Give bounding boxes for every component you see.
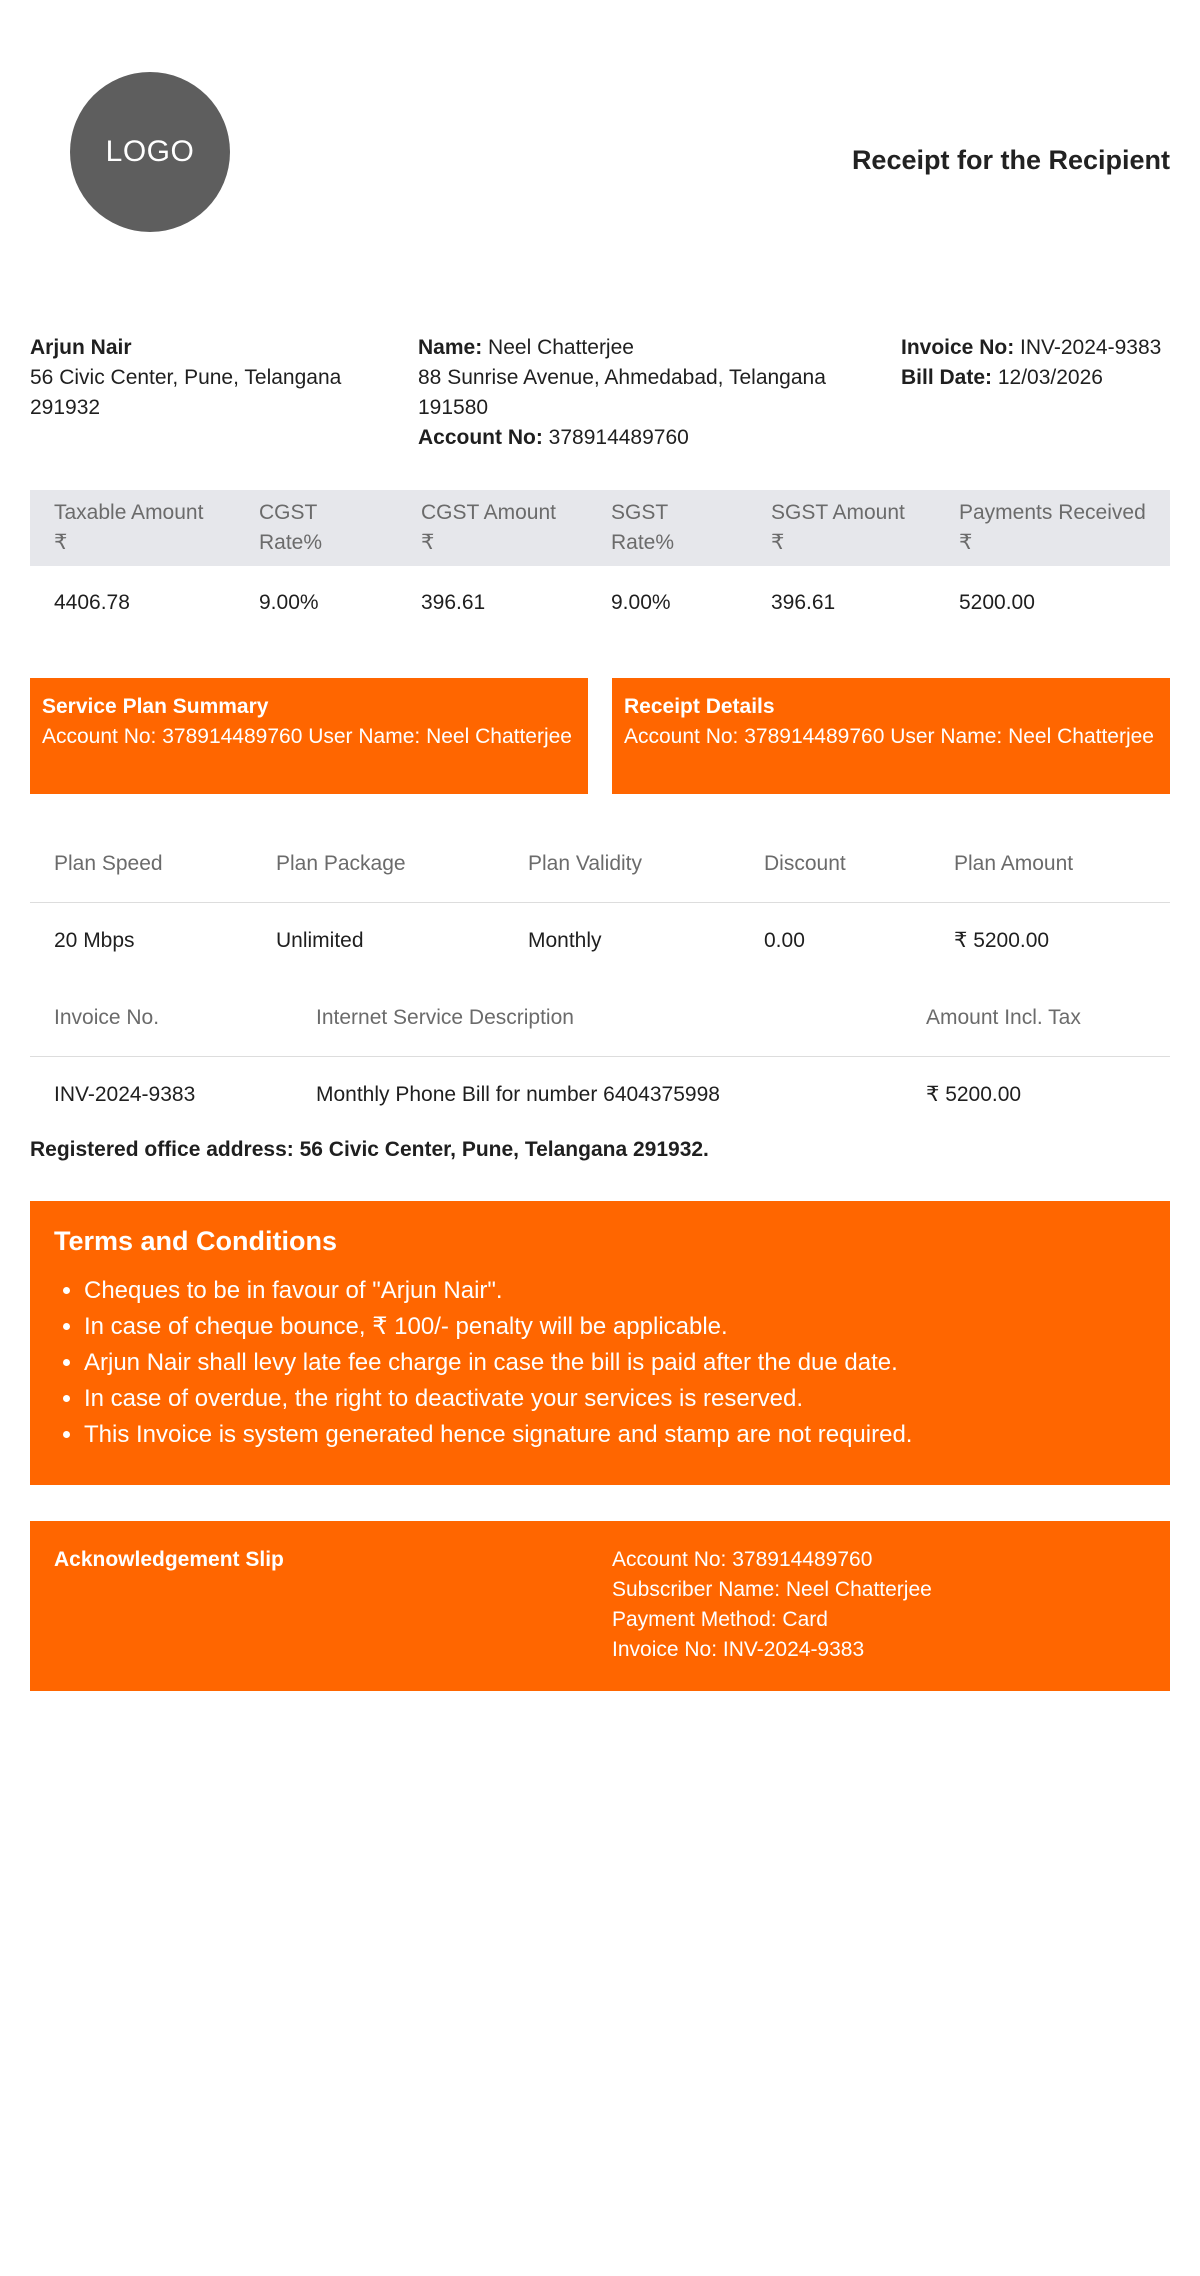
registered-office-address: Registered office address: 56 Civic Center, Pune, Telangana 291932. bbox=[30, 1138, 709, 1161]
ack-payment-method: Payment Method: Card bbox=[612, 1608, 828, 1631]
tax-cell-cgst-rate: 9.00% bbox=[259, 591, 319, 614]
tax-header-payments-received: Payments Received ₹ bbox=[935, 490, 1170, 566]
tax-cell-sgst-amount: 396.61 bbox=[771, 591, 836, 614]
plan-table bbox=[30, 826, 1170, 980]
plan-cell-package: Unlimited bbox=[276, 929, 364, 953]
terms-and-conditions bbox=[30, 1201, 1170, 1485]
plan-header-validity: Plan Validity bbox=[504, 826, 740, 902]
plan-header-speed: Plan Speed bbox=[30, 826, 252, 902]
invoice-info bbox=[901, 333, 1171, 393]
company-logo: LOGO bbox=[70, 72, 230, 232]
service-plan-summary-title: Service Plan Summary bbox=[42, 695, 269, 718]
bill-date: 12/03/2026 bbox=[997, 366, 1103, 389]
ack-subscriber: Subscriber Name: Neel Chatterjee bbox=[612, 1578, 932, 1601]
tax-table-header-row bbox=[30, 490, 1170, 566]
list-item: • Cheques to be in favour of "Arjun Nair". bbox=[84, 1273, 1146, 1309]
list-item: • This Invoice is system generated hence signature and stamp are not required. bbox=[84, 1417, 1146, 1453]
acknowledgement-details bbox=[612, 1545, 1146, 1667]
terms-list bbox=[54, 1273, 1146, 1453]
service-plan-summary bbox=[30, 678, 588, 794]
list-item: • In case of overdue, the right to deactivate your services is reserved. bbox=[84, 1381, 1146, 1417]
invoice-cell-amount: ₹ 5200.00 bbox=[926, 1083, 1022, 1107]
recipient-info bbox=[418, 333, 858, 453]
tax-header-sgst-amount: SGST Amount ₹ bbox=[747, 490, 935, 566]
table-row bbox=[30, 902, 1170, 980]
table-row bbox=[30, 1056, 1170, 1134]
invoice-header-amount: Amount Incl. Tax bbox=[902, 980, 1170, 1056]
plan-header-package: Plan Package bbox=[252, 826, 504, 902]
invoice-cell-description: Monthly Phone Bill for number 6404375998 bbox=[316, 1083, 720, 1107]
invoice-table-header-row bbox=[30, 980, 1170, 1056]
receipt-details bbox=[612, 678, 1170, 794]
invoice-number: INV-2024-9383 bbox=[1020, 336, 1162, 359]
tax-table bbox=[30, 490, 1170, 640]
invoice-cell-number: INV-2024-9383 bbox=[54, 1083, 196, 1107]
plan-cell-speed: 20 Mbps bbox=[54, 929, 135, 953]
receipt-details-text: Account No: 378914489760 User Name: Neel Chatterjee bbox=[624, 725, 1154, 748]
receipt-details-title: Receipt Details bbox=[624, 695, 775, 718]
tax-header-sgst-rate: SGST Rate% bbox=[587, 490, 747, 566]
recipient-name-label: Name: bbox=[418, 336, 483, 359]
bill-date-label: Bill Date: bbox=[901, 366, 993, 389]
list-item: • In case of cheque bounce, ₹ 100/- penalty will be applicable. bbox=[84, 1309, 1146, 1345]
sender-address: 56 Civic Center, Pune, Telangana 291932 bbox=[30, 366, 342, 419]
invoice-table bbox=[30, 980, 1170, 1134]
tax-cell-payments-received: 5200.00 bbox=[959, 591, 1035, 614]
tax-cell-taxable-amount: 4406.78 bbox=[54, 591, 130, 614]
plan-cell-discount: 0.00 bbox=[764, 929, 805, 953]
tax-header-taxable-amount: Taxable Amount ₹ bbox=[30, 490, 235, 566]
sender-name: Arjun Nair bbox=[30, 336, 132, 359]
plan-header-amount: Plan Amount bbox=[930, 826, 1170, 902]
tax-cell-cgst-amount: 396.61 bbox=[421, 591, 486, 614]
invoice-header-description: Internet Service Description bbox=[292, 980, 902, 1056]
invoice-label: Invoice No: bbox=[901, 336, 1015, 359]
sender-info bbox=[30, 333, 370, 423]
list-item: • Arjun Nair shall levy late fee charge in case the bill is paid after the due date. bbox=[84, 1345, 1146, 1381]
recipient-address: 88 Sunrise Avenue, Ahmedabad, Telangana 191580 bbox=[418, 366, 826, 419]
terms-title: Terms and Conditions bbox=[54, 1226, 338, 1256]
tax-header-cgst-rate: CGST Rate% bbox=[235, 490, 397, 566]
invoice-header-number: Invoice No. bbox=[30, 980, 292, 1056]
account-label: Account No: bbox=[418, 426, 543, 449]
plan-table-header-row bbox=[30, 826, 1170, 902]
recipient-name: Neel Chatterjee bbox=[488, 336, 634, 359]
ack-account: Account No: 378914489760 bbox=[612, 1548, 873, 1571]
page-title: Receipt for the Recipient bbox=[851, 145, 1170, 175]
ack-invoice: Invoice No: INV-2024-9383 bbox=[612, 1638, 865, 1661]
acknowledgement-slip bbox=[30, 1521, 1170, 1691]
account-number: 378914489760 bbox=[548, 426, 689, 449]
tax-header-cgst-amount: CGST Amount ₹ bbox=[397, 490, 587, 566]
plan-cell-validity: Monthly bbox=[528, 929, 602, 953]
table-row bbox=[30, 566, 1170, 640]
acknowledgement-title: Acknowledgement Slip bbox=[54, 1548, 284, 1571]
plan-cell-amount: ₹ 5200.00 bbox=[954, 929, 1050, 953]
plan-header-discount: Discount bbox=[740, 826, 930, 902]
service-plan-summary-text: Account No: 378914489760 User Name: Neel Chatterjee bbox=[42, 725, 572, 748]
tax-cell-sgst-rate: 9.00% bbox=[611, 591, 671, 614]
